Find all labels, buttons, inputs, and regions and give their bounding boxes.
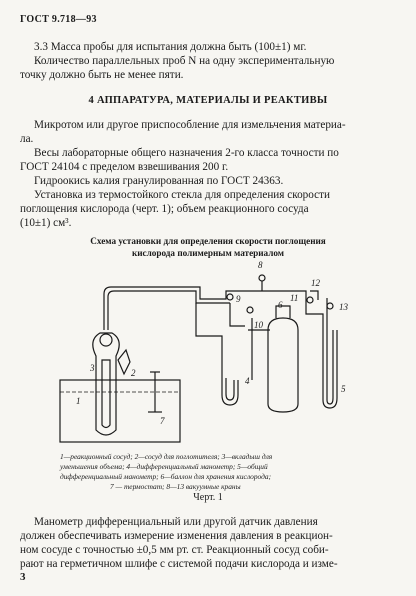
- label-9: 9: [236, 294, 241, 304]
- label-4: 4: [245, 376, 250, 386]
- page-number: 3: [20, 571, 26, 583]
- body-line-7: поглощения кислорода (черт. 1); объем реакционного сосуда: [20, 203, 309, 215]
- tail-line-3: ном сосуде с точностью ±0,5 мм рт. ст. Реакционный сосуд соби-: [20, 544, 329, 556]
- label-10: 10: [254, 320, 263, 330]
- body-line-5: Гидроокись калия гранулированная по ГОСТ 24363.: [34, 175, 284, 187]
- running-header: ГОСТ 9.718—93: [20, 14, 97, 25]
- label-6: 6: [278, 300, 283, 310]
- label-8: 8: [258, 260, 263, 270]
- legend-line-3: дифференциальный манометр; 6—баллон для хранения кислорода;: [60, 472, 272, 481]
- body-line-4: ГОСТ 24104 с пределом взвешивания 200 г.: [20, 161, 229, 173]
- figure-caption-line-2: кислорода полимерным материалом: [131, 248, 285, 258]
- legend-line-2: уменьшения объема; 4—дифференциальный манометр; 5—общий: [60, 462, 268, 471]
- figure-number: Черт. 1: [193, 492, 223, 503]
- body-line-2: ла.: [20, 133, 34, 145]
- label-11: 11: [290, 293, 299, 303]
- body-line-3: Весы лабораторные общего назначения 2-го класса точности по: [34, 147, 339, 159]
- tail-line-4: рают на герметичном шлифе с системой подачи кислорода и изме-: [20, 558, 338, 570]
- label-5: 5: [341, 384, 346, 394]
- intro-line-3: точку должно быть не менее пяти.: [20, 69, 184, 81]
- label-13: 13: [339, 302, 348, 312]
- label-7: 7: [160, 416, 165, 426]
- label-1: 1: [76, 396, 81, 406]
- body-line-8: (10±1) см³.: [20, 217, 72, 229]
- label-12: 12: [311, 278, 320, 288]
- intro-line-1: 3.3 Масса пробы для испытания должна быть (100±1) мг.: [34, 41, 307, 53]
- body-line-6: Установка из термостойкого стекла для определения скорости: [34, 189, 330, 201]
- section-title: 4 АППАРАТУРА, МАТЕРИАЛЫ И РЕАКТИВЫ: [88, 95, 328, 106]
- tail-line-2: должен обеспечивать измерение изменения давления в реакцион-: [20, 530, 333, 542]
- label-3: 3: [90, 363, 95, 373]
- legend-line-1: 1—реакционный сосуд; 2—сосуд для поглотителя; 3—вкладыш для: [60, 452, 273, 461]
- body-line-1: Микротом или другое приспособление для измельчения материа-: [34, 119, 346, 131]
- intro-line-2: Количество параллельных проб N на одну экспериментальную: [34, 55, 335, 67]
- figure-caption-line-1: Схема установки для определения скорости поглощения: [90, 236, 326, 246]
- tail-line-1: Манометр дифференциальный или другой датчик давления: [34, 516, 318, 528]
- legend-line-4: 7 — термостат; 8—13 вакуумные краны: [110, 482, 241, 491]
- label-2: 2: [131, 368, 136, 378]
